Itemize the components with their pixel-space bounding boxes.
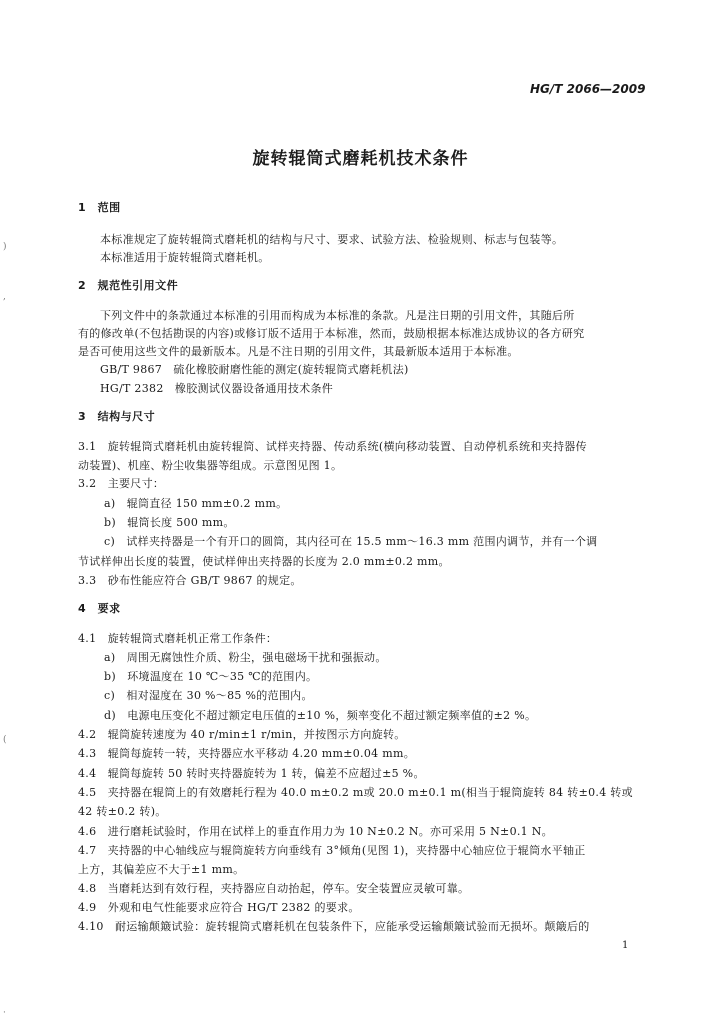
- text-line: 本标准规定了旋转辊筒式磨耗机的结构与尺寸、要求、试验方法、检验规则、标志与包装等。: [100, 233, 564, 246]
- text-line: 节试样伸出长度的装置，使试样伸出夹持器的长度为 2.0 mm±0.2 mm。: [78, 555, 450, 568]
- section-heading: 4 要求: [78, 602, 121, 615]
- text-line: 3.2 主要尺寸：: [78, 477, 165, 490]
- text-line: 4.10 耐运输颠簸试验：旋转辊筒式磨耗机在包装条件下，应能承受运输颠簸试验而无损坏。颠簸后的: [78, 920, 590, 933]
- section-heading: 2 规范性引用文件: [78, 279, 179, 292]
- text-line: 4.7 夹持器的中心轴线应与辊筒旋转方向垂线有 3°倾角(见图 1)，夹持器中心轴应位于辊筒水平轴正: [78, 844, 586, 857]
- margin-mark: ): [3, 242, 7, 252]
- text-line: GB/T 9867 硫化橡胶耐磨性能的测定(旋转辊筒式磨耗机法): [100, 363, 409, 376]
- text-line: c) 相对湿度在 30 %～85 %的范围内。: [104, 689, 313, 702]
- text-line: 4.6 进行磨耗试验时，作用在试样上的垂直作用力为 10 N±0.2 N。亦可采用 5 N±0.1 N。: [78, 825, 553, 838]
- text-line: 动装置)、机座、粉尘收集器等组成。示意图见图 1。: [78, 459, 343, 472]
- text-line: 4.4 辊筒每旋转 50 转时夹持器旋转为 1 转，偏差不应超过±5 %。: [78, 767, 425, 780]
- text-line: 下列文件中的条款通过本标准的引用而构成为本标准的条款。凡是注日期的引用文件，其随后所: [100, 309, 575, 322]
- text-line: 4.9 外观和电气性能要求应符合 HG/T 2382 的要求。: [78, 901, 360, 914]
- text-line: 有的修改单(不包括勘误的内容)或修订版不适用于本标准，然而，鼓励根据本标准达成协议的各方研究: [78, 327, 585, 340]
- text-line: 3.3 砂布性能应符合 GB/T 9867 的规定。: [78, 574, 302, 587]
- text-line: 是否可使用这些文件的最新版本。凡是不注日期的引用文件，其最新版本适用于本标准。: [78, 345, 519, 358]
- text-line: 本标准适用于旋转辊筒式磨耗机。: [100, 251, 270, 264]
- page-number: 1: [622, 940, 629, 951]
- text-line: c) 试样夹持器是一个有开口的圆筒，其内径可在 15.5 mm～16.3 mm 范围内调节，并有一个调: [104, 535, 598, 548]
- document-title: 旋转辊筒式磨耗机技术条件: [252, 149, 469, 169]
- section-heading: 3 结构与尺寸: [78, 410, 156, 423]
- text-line: 42 转±0.2 转)。: [78, 805, 167, 818]
- section-heading: 1 范围: [78, 201, 121, 214]
- text-line: a) 周围无腐蚀性介质、粉尘，强电磁场干扰和强振动。: [104, 651, 387, 664]
- text-line: a) 辊筒直径 150 mm±0.2 mm。: [104, 497, 288, 510]
- text-line: 上方，其偏差应不大于±1 mm。: [78, 863, 245, 876]
- margin-mark: ·: [3, 1008, 6, 1018]
- standard-number: HG/T 2066—2009: [530, 82, 646, 96]
- text-line: 4.1 旋转辊筒式磨耗机正常工作条件：: [78, 632, 278, 645]
- text-line: 4.8 当磨耗达到有效行程，夹持器应自动抬起，停车。安全装置应灵敏可靠。: [78, 882, 470, 895]
- text-line: 4.5 夹持器在辊筒上的有效磨耗行程为 40.0 m±0.2 m或 20.0 m±0.1 m(相当于辊筒旋转 84 转±0.4 转或: [78, 786, 633, 799]
- margin-mark: (: [3, 735, 7, 745]
- text-line: d) 电源电压变化不超过额定电压值的±10 %，频率变化不超过额定频率值的±2 %。: [104, 709, 537, 722]
- text-line: 3.1 旋转辊筒式磨耗机由旋转辊筒、试样夹持器、传动系统(横向移动装置、自动停机系统和夹持器传: [78, 440, 587, 453]
- text-line: 4.2 辊筒旋转速度为 40 r/min±1 r/min，并按图示方向旋转。: [78, 728, 406, 741]
- text-line: b) 辊筒长度 500 mm。: [104, 516, 235, 529]
- text-line: b) 环境温度在 10 ℃～35 ℃的范围内。: [104, 670, 318, 683]
- text-line: 4.3 辊筒每旋转一转，夹持器应水平移动 4.20 mm±0.04 mm。: [78, 747, 416, 760]
- margin-mark: ,: [3, 292, 6, 302]
- text-line: HG/T 2382 橡胶测试仪器设备通用技术条件: [100, 382, 334, 395]
